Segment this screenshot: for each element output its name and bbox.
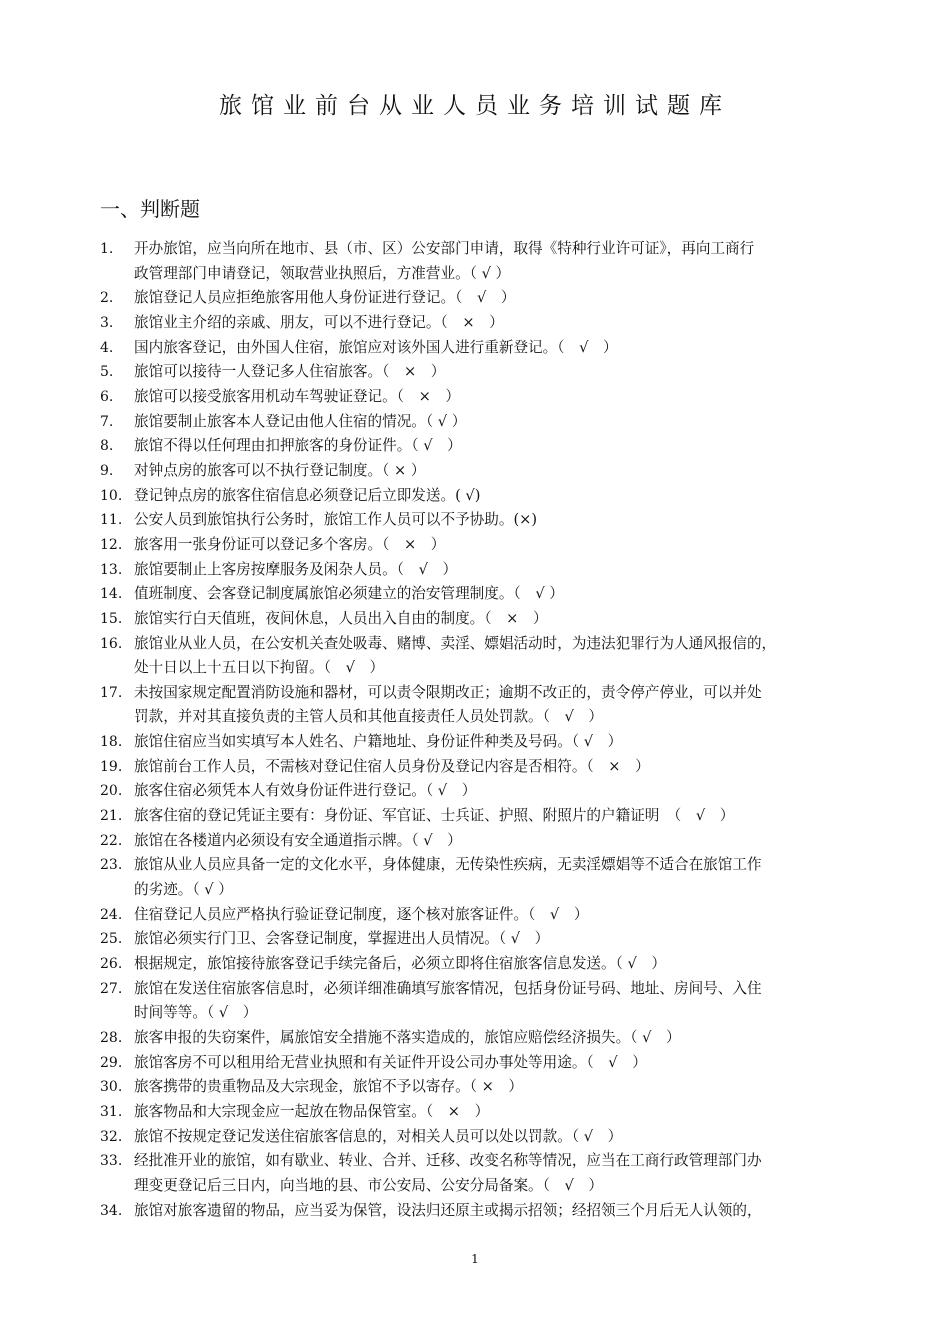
question-item [0, 508, 852, 533]
question-text-line: 住宿登记人员应严格执行验证登记制度，逐个核对旅客证件。（ √ ） [134, 905, 589, 923]
question-text-line: 旅客用一张身份证可以登记多个客房。（ × ） [134, 535, 446, 553]
question-text-line: 公安人员到旅馆执行公务时，旅馆工作人员可以不予协助。(×) [134, 511, 538, 529]
question-text-line: 旅客申报的失窃案件，属旅馆安全措施不落实造成的，旅馆应赔偿经济损失。（ √ ） [134, 1029, 681, 1046]
question-number: 12. [100, 536, 123, 553]
question-text-line: 旅馆不按规定登记发送住宿旅客信息的，对相关人员可以处以罚款。（ √ ） [134, 1127, 623, 1145]
question-number: 18. [100, 734, 123, 751]
question-number: 27. [100, 980, 123, 997]
question-item [0, 779, 852, 804]
question-text-line: 时间等等。（ √ ） [134, 1004, 258, 1022]
question-text-line: 旅馆在发送住宿旅客信息时，必须详细准确填写旅客情况，包括身份证号码、地址、房间号、入住 [134, 979, 762, 997]
question-text-line: 旅馆在各楼道内必须设有安全通道指示牌。（ √ ） [134, 831, 462, 849]
question-item [0, 484, 852, 509]
question-number: 11. [100, 512, 123, 529]
question-number: 14. [100, 586, 123, 603]
question-text-line: 旅馆业主介绍的亲戚、朋友，可以不进行登记。（ × ） [134, 313, 504, 331]
question-number: 10. [100, 487, 123, 504]
question-text-line: 旅馆前台工作人员，不需核对登记住宿人员身份及登记内容是否相符。（ × ） [134, 757, 650, 775]
question-number: 22. [100, 832, 123, 849]
question-item [0, 410, 852, 435]
question-item [0, 311, 852, 336]
question-number: 9. [100, 462, 114, 479]
question-text-line: 旅客携带的贵重物品及大宗现金，旅馆不予以寄存。（ × ） [134, 1078, 524, 1096]
question-text-line: 旅客住宿必须凭本人有效身份证件进行登记。（ √ ） [134, 782, 477, 800]
question-item [0, 607, 852, 632]
question-number: 29. [100, 1054, 123, 1071]
question-item [0, 755, 852, 780]
section-heading: 一、判断题 [100, 197, 200, 221]
question-text-line: 开办旅馆，应当向所在地市、县（市、区）公安部门申请，取得《特种行业许可证》，再向工商行 [134, 240, 755, 257]
question-item [0, 1199, 852, 1224]
question-text-line: 旅馆要制止旅客本人登记由他人住宿的情况。（ √ ） [134, 412, 467, 430]
question-item [0, 681, 852, 730]
question-item [0, 434, 852, 459]
question-text-line: 旅馆客房不可以租用给无营业执照和有关证件开设公司办事处等用途。（ √ ） [134, 1053, 647, 1071]
question-text-line: 罚款，并对其直接负责的主管人员和其他直接责任人员处罚款。（ √ ） [134, 708, 604, 726]
question-item [0, 459, 852, 484]
question-text-line: 国内旅客登记，由外国人住宿，旅馆应对该外国人进行重新登记。（ √ ） [134, 338, 618, 356]
question-item [0, 582, 852, 607]
question-text-line: 旅馆可以接待一人登记多人住宿旅客。（ × ） [134, 363, 446, 381]
question-text-line: 值班制度、会客登记制度属旅馆必须建立的治安管理制度。（ √ ） [134, 585, 564, 603]
question-number: 26. [100, 956, 123, 973]
question-text-line: 旅客住宿的登记凭证主要有：身份证、军官证、士兵证、护照、附照片的户籍证明 （ √ ） [134, 807, 735, 825]
question-text-line: 旅馆不得以任何理由扣押旅客的身份证件。（ √ ） [134, 437, 462, 455]
question-item [0, 1100, 852, 1125]
question-number: 31. [100, 1103, 123, 1120]
question-item [0, 804, 852, 829]
question-text-line: 登记钟点房的旅客住宿信息必须登记后立即发送。( √) [134, 486, 481, 504]
question-number: 20. [100, 783, 123, 800]
question-text-line: 未按国家规定配置消防设施和器材，可以责令限期改正；逾期不改正的，责令停产停业，可以并处 [134, 683, 762, 701]
question-text-line: 旅馆对旅客遗留的物品，应当妥为保管，设法归还原主或揭示招领；经招领三个月后无人认领的， [134, 1201, 762, 1219]
question-text-line: 旅馆必须实行门卫、会客登记制度，掌握进出人员情况。（ √ ） [134, 930, 550, 948]
question-text-line: 旅馆住宿应当如实填写本人姓名、户籍地址、身份证件种类及号码。（ √ ） [134, 733, 623, 751]
question-item [0, 533, 852, 558]
question-number: 6. [100, 388, 114, 405]
question-text-line: 旅馆登记人员应拒绝旅客用他人身份证进行登记。（ √ ） [134, 289, 516, 307]
question-item [0, 360, 852, 385]
question-item [0, 1075, 852, 1100]
question-text-line: 政管理部门申请登记，领取营业执照后，方准营业。（ √ ） [134, 264, 511, 282]
question-item [0, 336, 852, 361]
question-number: 15. [100, 610, 123, 627]
question-item [0, 1051, 852, 1076]
question-number: 13. [100, 561, 123, 578]
question-number: 33. [100, 1153, 123, 1170]
question-item [0, 977, 852, 1026]
question-text-line: 经批准开业的旅馆，如有歇业、转业、合并、迁移、改变名称等情况，应当在工商行政管理部门办 [134, 1152, 762, 1170]
question-text-line: 旅馆可以接受旅客用机动车驾驶证登记。（ × ） [134, 387, 460, 405]
question-text-line: 旅客物品和大宗现金应一起放在物品保管室。（ × ） [134, 1102, 490, 1120]
question-number: 3. [100, 314, 114, 331]
page-number: 1 [471, 1252, 479, 1266]
question-item [0, 385, 852, 410]
question-number: 19. [100, 758, 123, 775]
question-number: 23. [100, 857, 123, 874]
question-item [0, 286, 852, 311]
question-list [0, 237, 950, 1223]
question-item [0, 952, 852, 977]
question-number: 4. [100, 339, 114, 356]
question-text-line: 的劣迹。（ √ ） [134, 881, 233, 899]
question-number: 34. [100, 1202, 123, 1219]
question-number: 30. [100, 1079, 123, 1096]
question-item [0, 1125, 852, 1150]
question-number: 1. [100, 241, 114, 257]
question-text-line: 处十日以上十五日以下拘留。（ √ ） [134, 659, 385, 677]
question-number: 2. [100, 290, 114, 307]
question-item [0, 903, 852, 928]
question-number: 5. [100, 364, 114, 381]
question-item [0, 1026, 852, 1051]
question-item [0, 1149, 852, 1198]
question-text-line: 根据规定，旅馆接待旅客登记手续完备后，必须立即将住宿旅客信息发送。（ √ ） [134, 955, 667, 973]
document-title: 旅馆业前台从业人员业务培训试题库 [219, 93, 731, 119]
question-number: 28. [100, 1030, 123, 1046]
question-text-line: 旅馆从业人员应具备一定的文化水平，身体健康，无传染性疾病，无卖淫嫖娼等不适合在旅馆工作 [134, 856, 762, 874]
question-number: 24. [100, 906, 123, 923]
question-number: 8. [100, 438, 114, 455]
question-number: 17. [100, 684, 123, 701]
question-item [0, 237, 852, 286]
question-item [0, 853, 852, 902]
question-text-line: 理变更登记后三日内，向当地的县、市公安局、公安分局备案。（ √ ） [134, 1176, 604, 1194]
question-number: 21. [100, 808, 123, 825]
question-number: 32. [100, 1128, 123, 1145]
question-number: 7. [100, 413, 114, 430]
question-item [0, 927, 852, 952]
question-number: 25. [100, 931, 123, 948]
question-item [0, 632, 852, 681]
question-item [0, 558, 852, 583]
question-item [0, 730, 852, 755]
question-text-line: 旅馆业从业人员，在公安机关查处吸毒、赌博、卖淫、嫖娼活动时，为违法犯罪行为人通风报信的， [134, 634, 777, 652]
question-text-line: 对钟点房的旅客可以不执行登记制度。（ × ） [134, 461, 426, 479]
question-text-line: 旅馆实行白天值班，夜间休息，人员出入自由的制度。（ × ） [134, 609, 548, 627]
question-number: 16. [100, 635, 123, 652]
question-item [0, 829, 852, 854]
question-text-line: 旅馆要制止上客房按摩服务及闲杂人员。（ √ ） [134, 560, 458, 578]
